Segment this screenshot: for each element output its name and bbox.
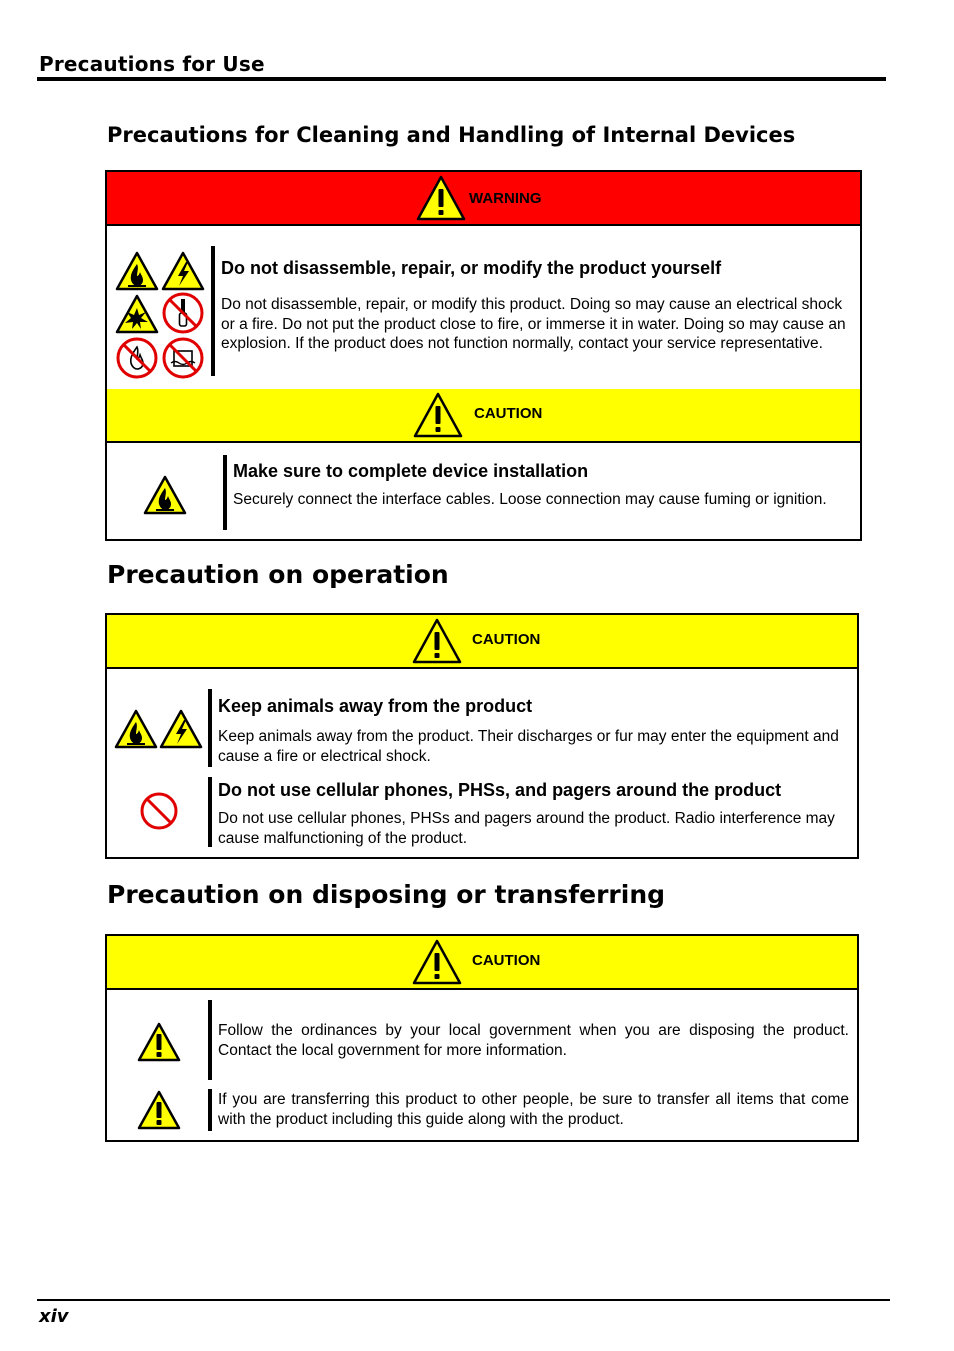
warning-item <box>107 226 860 389</box>
item-body: Do not use cellular phones, PHSs and pagers around the product. Radio interference may cause malfunctioning of the product. <box>218 810 835 847</box>
operation-caution-panel <box>105 613 859 859</box>
fire-warning-icon <box>115 251 159 291</box>
caution-item <box>107 443 860 539</box>
item-marker-bar <box>208 1089 212 1131</box>
disposing-caution-panel <box>105 934 859 1142</box>
item-marker-bar <box>208 1000 212 1080</box>
item-title: Keep animals away from the product <box>218 696 533 716</box>
item-title: Make sure to complete device installation <box>233 461 589 481</box>
prohibition-icon <box>137 789 181 833</box>
caution-banner <box>107 615 857 669</box>
item-body: Keep animals away from the product. Their discharges or fur may enter the equipment and cause a fire or electrical shock. <box>218 728 839 765</box>
item-marker-bar <box>223 455 227 530</box>
section-title-cleaning-handling: Precautions for Cleaning and Handling of Internal Devices <box>107 123 796 147</box>
caution-label: CAUTION <box>472 631 541 648</box>
no-fire-icon <box>115 336 159 380</box>
item-body: Securely connect the interface cables. Loose connection may cause fuming or ignition. <box>233 491 827 508</box>
caution-banner <box>107 389 860 443</box>
running-header-title: Precautions for Use <box>39 52 265 76</box>
section-title-operation: Precaution on operation <box>107 560 449 589</box>
caution-triangle-icon <box>412 939 462 985</box>
warning-caution-panel <box>105 170 862 541</box>
footer-rule <box>37 1299 890 1301</box>
general-caution-icon <box>137 1022 181 1062</box>
item-marker-bar <box>211 246 215 376</box>
caution-triangle-icon <box>412 618 462 664</box>
section-title-disposing: Precaution on disposing or transferring <box>107 880 666 909</box>
electric-shock-warning-icon <box>161 251 205 291</box>
caution-item <box>107 990 857 1080</box>
caution-label: CAUTION <box>472 952 541 969</box>
item-body: Follow the ordinances by your local government when you are disposing the product. Contact the local government for more information. <box>218 1022 849 1059</box>
explosion-warning-icon <box>115 294 159 334</box>
warning-label: WARNING <box>469 190 542 207</box>
warning-triangle-icon <box>416 175 466 221</box>
item-title: Do not disassemble, repair, or modify the product yourself <box>221 258 722 278</box>
caution-item <box>107 769 857 859</box>
no-water-icon <box>161 336 205 380</box>
caution-triangle-icon <box>413 392 463 438</box>
caution-banner <box>107 936 857 990</box>
caution-item <box>107 1080 857 1140</box>
item-marker-bar <box>208 689 212 767</box>
item-marker-bar <box>208 777 212 847</box>
fire-warning-icon <box>114 709 158 749</box>
caution-item <box>107 669 857 769</box>
warning-banner <box>107 172 860 226</box>
electric-shock-warning-icon <box>159 709 203 749</box>
page-number: xiv <box>39 1306 69 1327</box>
general-caution-icon <box>137 1090 181 1130</box>
no-disassembly-icon <box>161 291 205 335</box>
fire-warning-icon <box>143 475 187 515</box>
item-body: Do not disassemble, repair, or modify this product. Doing so may cause an electrical shock or a fire. Do not put the product close to fire, or immerse it in water. Doing so may cause an explosion. If the product does not function normally, contact your service representative. <box>221 296 846 352</box>
header-rule <box>37 77 886 81</box>
caution-label: CAUTION <box>474 405 543 422</box>
item-body: If you are transferring this product to other people, be sure to transfer all items that come with the product including this guide along with the product. <box>218 1091 849 1128</box>
item-title: Do not use cellular phones, PHSs, and pagers around the product <box>218 780 782 800</box>
